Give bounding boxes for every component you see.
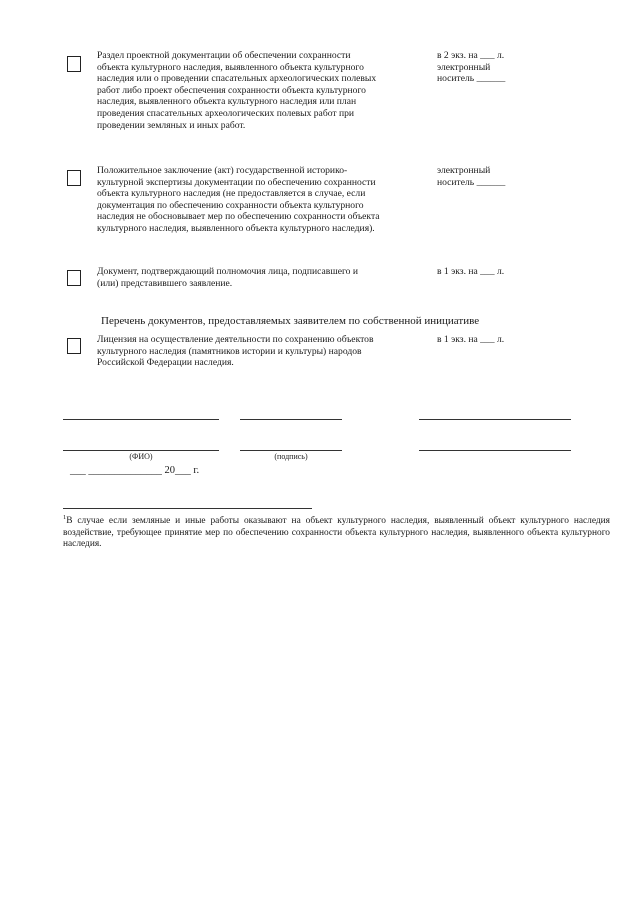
- item-1-description: Раздел проектной документации об обеспечении сохранности объекта культурного наследия, выявленного объекта культурного наследия или о проведении спасательных археологических полевых работ либо проект обеспечения сохранности объекта культурного наследия, выявленного объекта культурного наследия или план проведения спасательных археологических полевых работ при проведении земляных и иных работ.: [97, 50, 377, 131]
- date-line[interactable]: ___ ______________ 20___ г.: [70, 465, 200, 476]
- item-3-description: Документ, подтверждающий полномочия лица, подписавшего и (или) представившего заявление.: [97, 266, 358, 289]
- item-2-checkbox[interactable]: [67, 170, 81, 186]
- footnote-separator: [63, 508, 312, 509]
- signature-line[interactable]: [240, 419, 342, 420]
- signature-caption: (подпись): [274, 452, 308, 461]
- fio-line[interactable]: [63, 450, 219, 451]
- item-2-description: Положительное заключение (акт) государственной историко- культурной экспертизы документации по обеспечению сохранности объекта культурного наследия (не предоставляется в случае, если документация по обеспечению сохранности объекта культурного наследия не обосновывает мер по обеспечению сохранности объекта культурного наследия, выявленного объекта культурного наследия).: [97, 165, 380, 234]
- footnote-marker: 1: [63, 514, 67, 521]
- initiative-heading: Перечень документов, предоставляемых заявителем по собственной инициативе: [101, 315, 480, 327]
- item-1-checkbox[interactable]: [67, 56, 81, 72]
- signature-line[interactable]: [419, 419, 571, 420]
- footnote-text: В случае если земляные и иные работы оказывают на объект культурного наследия, выявленный объект культурного наследия воздействие, требующее принятие мер по обеспечению сохранности объекта культурного наследия, выявленного объекта культурного наследия.: [63, 516, 610, 550]
- license-checkbox[interactable]: [67, 338, 81, 354]
- license-description: Лицензия на осуществление деятельности по сохранению объектов культурного наследия (памятников истории и культуры) народов Российской Федерации наследия.: [97, 334, 374, 369]
- signature-line[interactable]: [419, 450, 571, 451]
- item-1-copies: в 2 экз. на ___ л. электронный носитель ______: [437, 50, 506, 85]
- fio-caption: (ФИО): [129, 452, 153, 461]
- item-3-copies: в 1 экз. на ___ л.: [437, 266, 505, 277]
- item-3-checkbox[interactable]: [67, 270, 81, 286]
- footnote: [63, 512, 610, 551]
- signature-line[interactable]: [63, 419, 219, 420]
- signature-field-line[interactable]: [240, 450, 342, 451]
- license-copies: в 1 экз. на ___ л.: [437, 334, 505, 345]
- item-2-copies: электронный носитель ______: [437, 165, 506, 188]
